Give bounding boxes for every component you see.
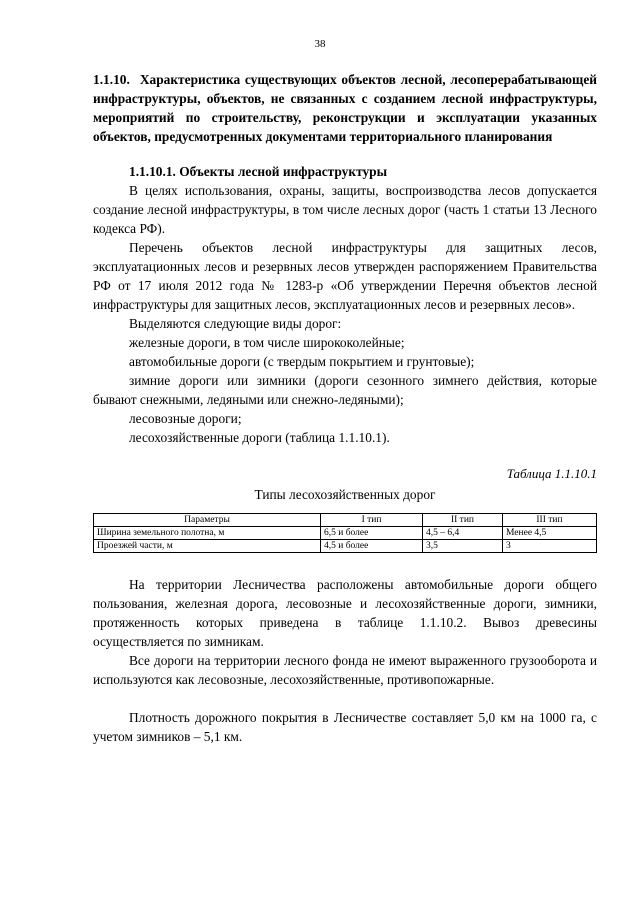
section-heading	[93, 70, 597, 146]
table-cell: Проезжей части, м	[94, 540, 321, 553]
table-row	[94, 540, 597, 553]
road-type-item: железные дороги, в том числе ширококолейные;	[129, 335, 405, 350]
subsection-heading: 1.1.10.1. Объекты лесной инфраструктуры	[129, 164, 388, 179]
paragraph-roads-in-forestry: На территории Лесничества расположены автомобильные дороги общего пользования, железная дорога, лесовозные и лесохозяйственные дороги, зимники, протяженность которых приведена в таблице 1.1.10.2. Вывоз древесины осуществляется по зимникам.	[93, 577, 597, 649]
table-cell: 6,5 и более	[321, 527, 423, 540]
table-title: Типы лесохозяйственных дорог	[254, 487, 436, 502]
table-cell: 4,5 – 6,4	[423, 527, 503, 540]
paragraph-freight-turnover: Все дороги на территории лесного фонда не имеют выраженного грузооборота и используются как лесовозные, лесохозяйственные, противопожарные.	[93, 653, 597, 687]
table-header-cell: II тип	[423, 514, 503, 527]
road-type-item: лесовозные дороги;	[129, 411, 242, 426]
road-type-item: зимние дороги или зимники (дороги сезонного зимнего действия, которые бывают снежными, ледяными или снежно-ледяными);	[93, 373, 597, 407]
section-number: 1.1.10.	[93, 72, 130, 87]
road-type-item: автомобильные дороги (с твердым покрытием и грунтовые);	[129, 354, 475, 369]
table-header-cell: I тип	[321, 514, 423, 527]
table-cell: 4,5 и более	[321, 540, 423, 553]
page-number: 38	[314, 38, 326, 50]
paragraph-road-types-intro: Выделяются следующие виды дорог:	[129, 316, 342, 331]
road-types-table	[93, 513, 597, 553]
table-header-row	[94, 514, 597, 527]
table-caption: Таблица 1.1.10.1	[506, 466, 597, 481]
table-row	[94, 527, 597, 540]
table-cell: Ширина земельного полотна, м	[94, 527, 321, 540]
document-body	[93, 70, 597, 746]
table-header-cell: III тип	[502, 514, 596, 527]
table-header-cell: Параметры	[94, 514, 321, 527]
road-type-item: лесохозяйственные дороги (таблица 1.1.10.1).	[129, 430, 390, 445]
table-cell: Менее 4,5	[502, 527, 596, 540]
paragraph-infrastructure-list: Перечень объектов лесной инфраструктуры для защитных лесов, эксплуатационных лесов и резервных лесов утвержден распоряжением Правительства РФ от 17 июля 2012 года № 1283-р «Об утверждении Перечня объектов лесной инфраструктуры для защитных лесов, эксплуатационных лесов и резервных лесов».	[93, 240, 597, 312]
paragraph-road-density: Плотность дорожного покрытия в Лесничестве составляет 5,0 км на 1000 га, с учетом зимников – 5,1 км.	[93, 710, 597, 744]
table-cell: 3,5	[423, 540, 503, 553]
section-title: Характеристика существующих объектов лесной, лесоперерабатывающей инфраструктуры, объектов, не связанных с созданием лесной инфраструктуры, мероприятий по строительству, реконструкции и эксплуатации указанных объектов, предусмотренных документами территориального планирования	[93, 72, 597, 144]
paragraph-infrastructure-purpose: В целях использования, охраны, защиты, воспроизводства лесов допускается создание лесной инфраструктуры, в том числе лесных дорог (часть 1 статьи 13 Лесного кодекса РФ).	[93, 183, 597, 236]
table-cell: 3	[502, 540, 596, 553]
